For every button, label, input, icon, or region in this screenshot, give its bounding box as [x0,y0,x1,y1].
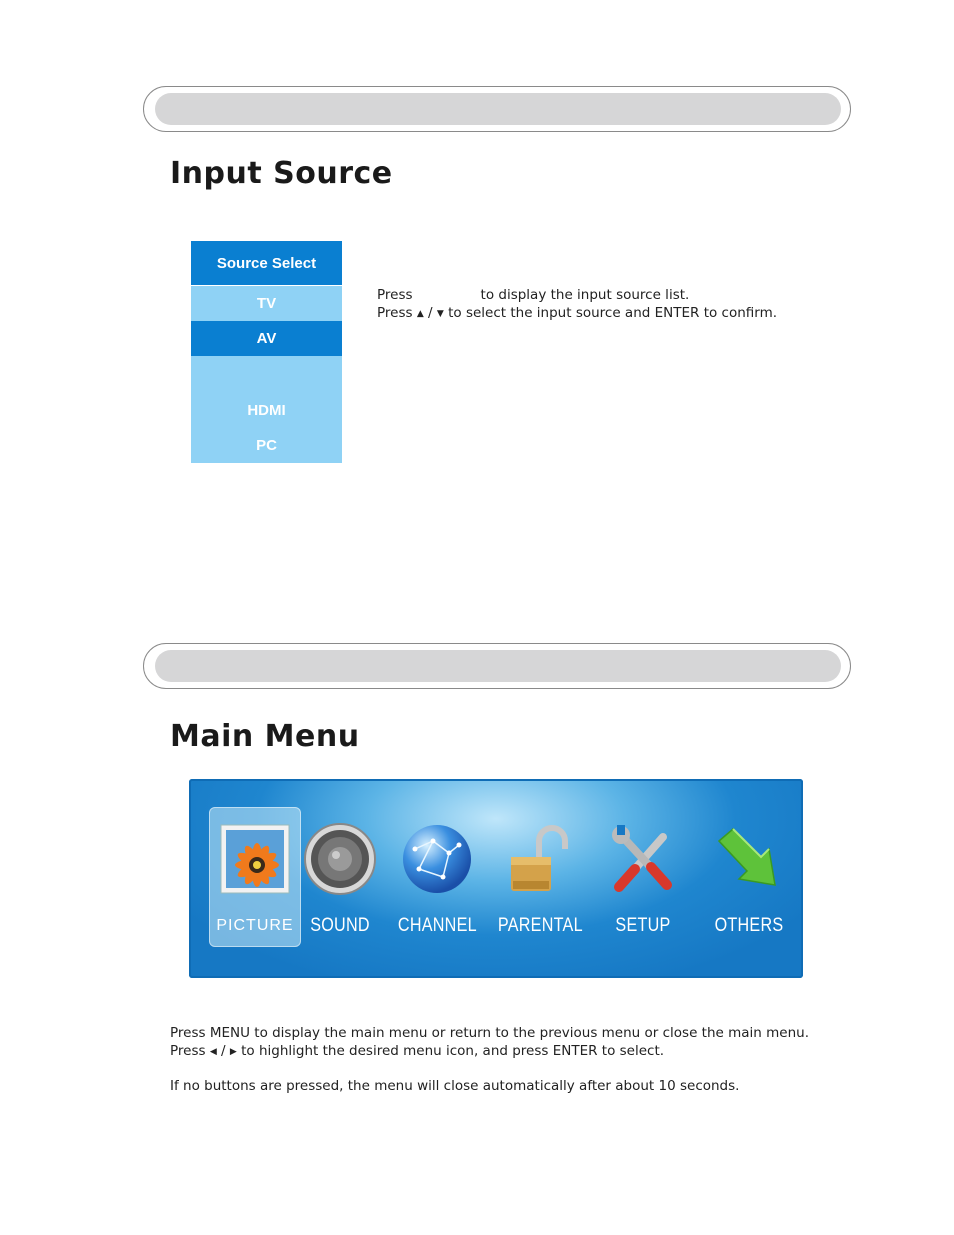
picture-icon [217,821,293,897]
padlock-icon [499,821,575,897]
instr-press: Press [377,287,413,303]
globe-icon [399,821,475,897]
section-banner-top [143,86,851,132]
source-item-pc[interactable]: PC [256,437,277,454]
banner-fill [155,93,841,125]
menu-label-setup: SETUP [615,915,671,936]
arrow-icon [711,821,787,897]
menu-item-sound[interactable] [294,807,386,947]
menu-item-setup[interactable] [597,807,689,947]
instr-press-2: Press [377,305,413,321]
menu-item-channel[interactable] [391,807,483,947]
speaker-icon [302,821,378,897]
menu-label-picture: PICTURE [216,917,294,934]
input-source-instructions [377,286,777,323]
source-item-av[interactable]: AV [191,321,342,356]
source-item-tv[interactable]: TV [256,295,277,312]
menu-label-sound: SOUND [310,915,370,936]
menu-item-parental[interactable] [491,807,583,947]
instr-menu-line1: Press MENU to display the main menu or return to the previous menu or close the main menu. [170,1025,809,1041]
menu-item-picture[interactable] [209,807,301,947]
right-arrow-icon: ▶ [229,1047,237,1057]
source-select-panel [191,241,342,463]
menu-label-others: OTHERS [714,915,784,936]
main-menu-title: Main Menu [170,719,360,754]
up-arrow-icon: ▲ [416,309,424,319]
instr-highlight: to highlight the desired menu icon, and press ENTER to select. [236,1043,665,1059]
left-arrow-icon: ◀ [209,1047,217,1057]
menu-label-channel: CHANNEL [397,915,477,936]
banner-fill [155,650,841,682]
menu-item-others[interactable] [703,807,795,947]
down-arrow-icon: ▼ [436,309,444,319]
source-select-header: Source Select [191,241,342,285]
slash: / [423,305,437,321]
instr-display-list: to display the input source list. [480,287,690,303]
instr-press: Press [170,1043,210,1059]
menu-label-parental: PARENTAL [497,915,583,936]
slash: / [216,1043,230,1059]
main-menu-bar [189,779,803,978]
instr-select-source: to select the input source and ENTER to confirm. [443,305,778,321]
source-item-hdmi[interactable]: HDMI [247,402,286,419]
section-banner-bottom [143,643,851,689]
tools-icon [605,821,681,897]
source-list [191,286,342,463]
input-source-title: Input Source [170,156,393,191]
main-menu-instructions [170,1024,809,1061]
auto-close-note: If no buttons are pressed, the menu will close automatically after about 10 seconds. [170,1078,740,1094]
source-item-blank [191,356,342,393]
